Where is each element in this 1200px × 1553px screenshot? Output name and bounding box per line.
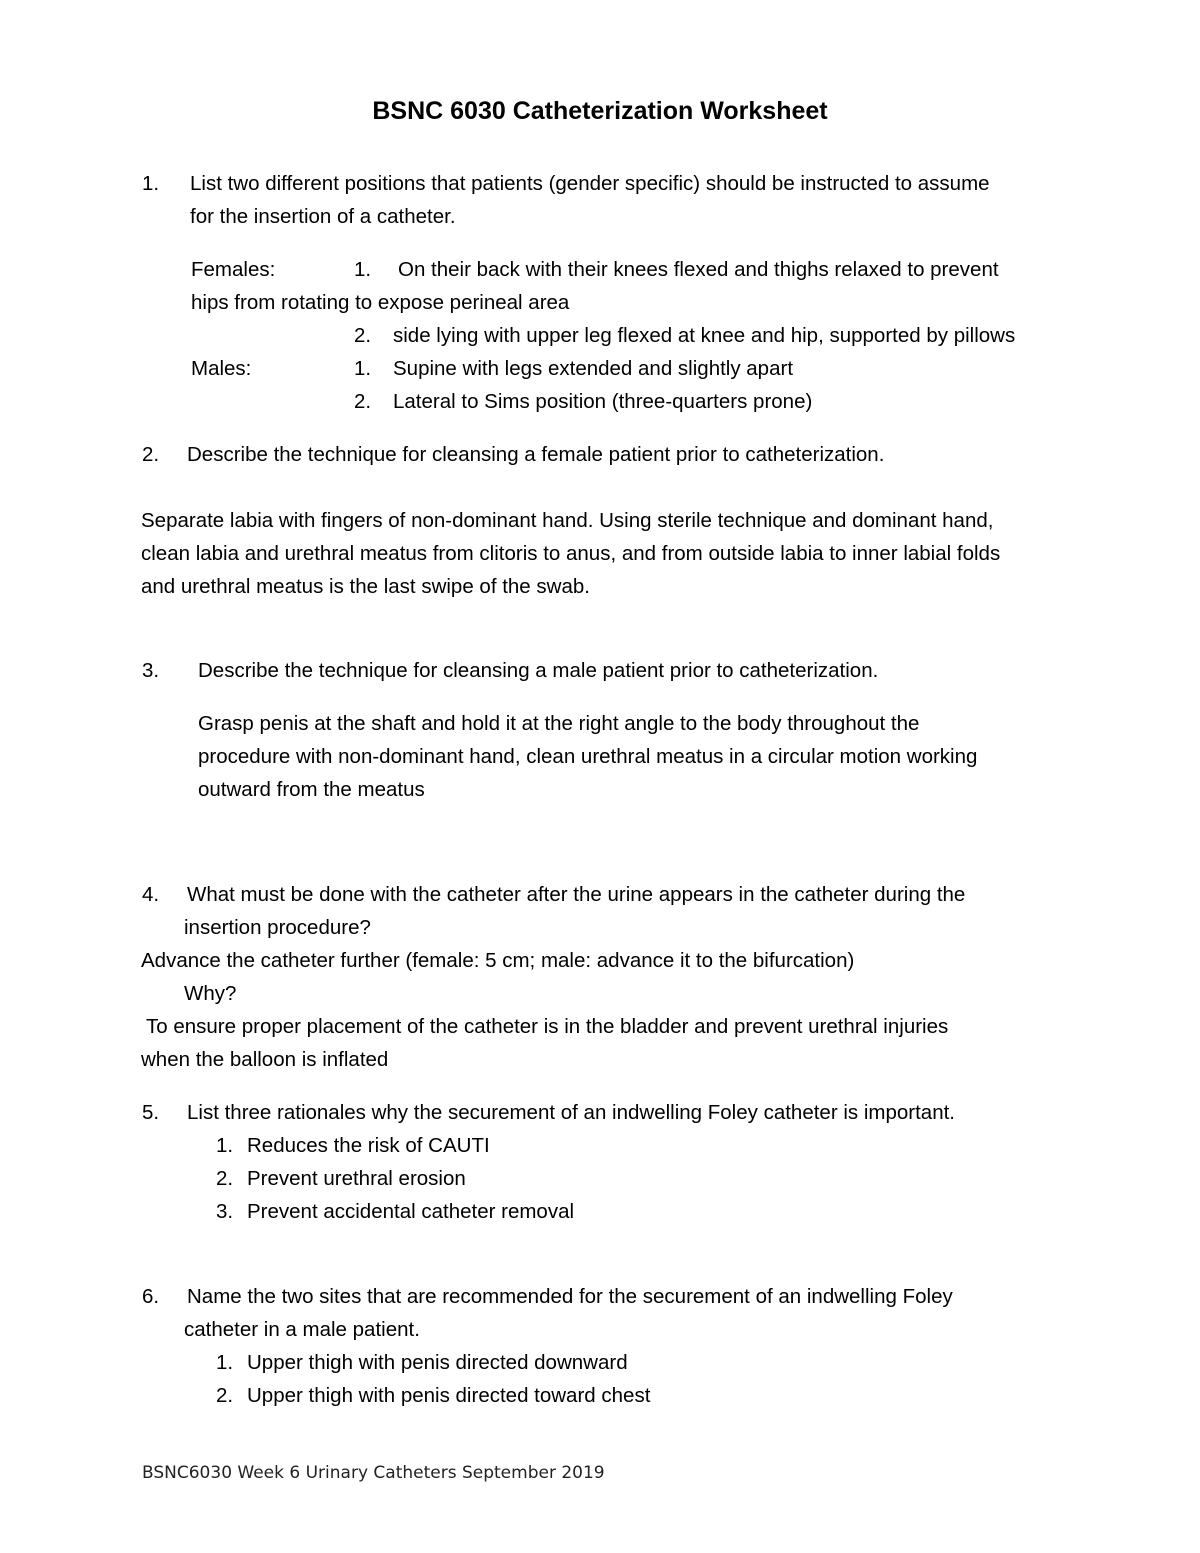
q4-answer-2-line2: when the balloon is inflated	[141, 1048, 389, 1071]
q1-question-line1: List two different positions that patients (gender specific) should be instructed to assume	[190, 172, 990, 195]
q2-number: 2.	[142, 443, 160, 466]
female-position-2-number: 2.	[354, 324, 372, 347]
female-position-2-text: side lying with upper leg flexed at knee and hip, supported by pillows	[393, 324, 1016, 347]
q5-item-1-number: 1.	[216, 1134, 234, 1157]
q5-item-2-text: Prevent urethral erosion	[247, 1167, 466, 1190]
q5-question: List three rationales why the securement of an indwelling Foley catheter is important.	[187, 1101, 955, 1124]
q5-item-2-number: 2.	[216, 1167, 234, 1190]
q4-question-line2: insertion procedure?	[184, 916, 371, 939]
q6-item-2-number: 2.	[216, 1384, 234, 1407]
q3-answer-line3: outward from the meatus	[198, 778, 425, 801]
female-position-1-line1: On their back with their knees flexed and thighs relaxed to prevent	[398, 258, 999, 281]
q6-item-2-text: Upper thigh with penis directed toward chest	[247, 1384, 651, 1407]
male-position-1-text: Supine with legs extended and slightly apart	[393, 357, 794, 380]
q6-question-line1: Name the two sites that are recommended for the securement of an indwelling Foley	[187, 1285, 953, 1308]
q4-answer-1: Advance the catheter further (female: 5 cm; male: advance it to the bifurcation)	[141, 949, 855, 972]
q3-answer-line1: Grasp penis at the shaft and hold it at the right angle to the body throughout the	[198, 712, 920, 735]
q3-answer-line2: procedure with non-dominant hand, clean urethral meatus in a circular motion working	[198, 745, 978, 768]
male-position-2-text: Lateral to Sims position (three-quarters prone)	[393, 390, 813, 413]
page-footer: BSNC6030 Week 6 Urinary Catheters September 2019	[142, 1463, 605, 1483]
q5-item-3-number: 3.	[216, 1200, 234, 1223]
q5-item-1-text: Reduces the risk of CAUTI	[247, 1134, 490, 1157]
female-position-1-number: 1.	[354, 258, 372, 281]
q5-number: 5.	[142, 1101, 160, 1124]
q6-number: 6.	[142, 1285, 160, 1308]
q2-question: Describe the technique for cleansing a female patient prior to catheterization.	[187, 443, 885, 466]
q6-question-line2: catheter in a male patient.	[184, 1318, 420, 1341]
q2-answer-line1: Separate labia with fingers of non-dominant hand. Using sterile technique and dominant hand,	[141, 509, 994, 532]
q5-item-3-text: Prevent accidental catheter removal	[247, 1200, 575, 1223]
q2-answer-line3: and urethral meatus is the last swipe of the swab.	[141, 575, 590, 598]
q4-why: Why?	[184, 982, 237, 1005]
q3-question: Describe the technique for cleansing a male patient prior to catheterization.	[198, 659, 879, 682]
q4-number: 4.	[142, 883, 160, 906]
males-label: Males:	[191, 357, 252, 380]
male-position-1-number: 1.	[354, 357, 372, 380]
q1-question-line2: for the insertion of a catheter.	[190, 205, 456, 228]
females-label: Females:	[191, 258, 276, 281]
q6-item-1-number: 1.	[216, 1351, 234, 1374]
q3-number: 3.	[142, 659, 160, 682]
male-position-2-number: 2.	[354, 390, 372, 413]
q2-answer-line2: clean labia and urethral meatus from clitoris to anus, and from outside labia to inner labial folds	[141, 542, 1001, 565]
q6-item-1-text: Upper thigh with penis directed downward	[247, 1351, 628, 1374]
q4-answer-2-line1: To ensure proper placement of the catheter is in the bladder and prevent urethral injuries	[146, 1015, 949, 1038]
q1-number: 1.	[142, 172, 160, 195]
female-position-1-line2: hips from rotating to expose perineal area	[191, 291, 570, 314]
q4-question-line1: What must be done with the catheter after the urine appears in the catheter during the	[187, 883, 966, 906]
page-title: BSNC 6030 Catheterization Worksheet	[372, 97, 828, 125]
